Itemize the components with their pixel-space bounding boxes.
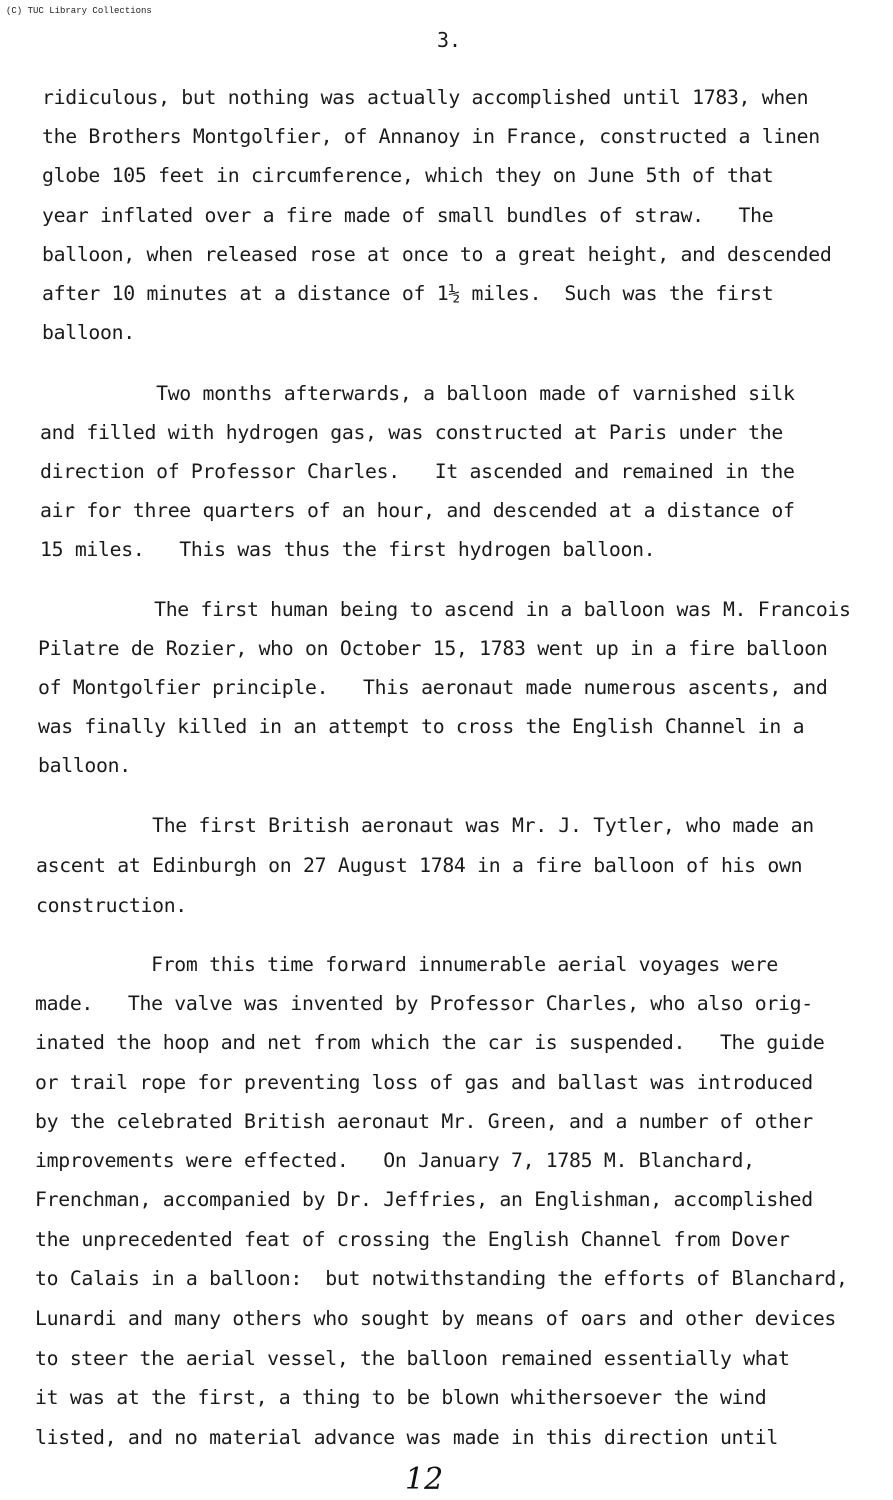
text-line: was finally killed in an attempt to cross the English Channel in a [38, 715, 805, 738]
text-line: it was at the first, a thing to be blown whithersoever the wind [35, 1386, 767, 1409]
text-line: construction. [36, 894, 187, 917]
text-line: Frenchman, accompanied by Dr. Jeffries, an Englishman, accomplished [35, 1188, 813, 1211]
text-line: improvements were effected. On January 7, 1785 M. Blanchard, [35, 1149, 755, 1172]
text-line: made. The valve was invented by Professor Charles, who also orig- [35, 992, 813, 1015]
text-line: by the celebrated British aeronaut Mr. Green, and a number of other [35, 1110, 813, 1133]
text-line: direction of Professor Charles. It ascended and remained in the [40, 460, 795, 483]
text-line: to steer the aerial vessel, the balloon remained essentially what [35, 1347, 790, 1370]
text-line: the unprecedented feat of crossing the English Channel from Dover [35, 1228, 790, 1251]
text-line: to Calais in a balloon: but notwithstanding the efforts of Blanchard, [35, 1267, 848, 1290]
text-line: of Montgolfier principle. This aeronaut made numerous ascents, and [38, 676, 828, 699]
copyright-notice: (C) TUC Library Collections [6, 6, 152, 16]
handwritten-page-number: 12 [405, 1462, 444, 1497]
text-line: year inflated over a fire made of small bundles of straw. The [42, 204, 774, 227]
text-line: Lunardi and many others who sought by means of oars and other devices [35, 1307, 837, 1330]
text-line: air for three quarters of an hour, and descended at a distance of [40, 499, 795, 522]
text-line: ridiculous, but nothing was actually accomplished until 1783, when [42, 86, 809, 109]
text-line: Two months afterwards, a balloon made of varnished silk [40, 382, 795, 405]
text-line: balloon, when released rose at once to a great height, and descended [42, 243, 832, 266]
text-line: listed, and no material advance was made in this direction until [35, 1426, 778, 1449]
text-line: and filled with hydrogen gas, was constructed at Paris under the [40, 421, 783, 444]
text-line: or trail rope for preventing loss of gas and ballast was introduced [35, 1071, 813, 1094]
text-line: From this time forward innumerable aerial voyages were [35, 953, 778, 976]
text-line: The first human being to ascend in a balloon was M. Francois [38, 598, 851, 621]
text-line: the Brothers Montgolfier, of Annanoy in France, constructed a linen [42, 125, 820, 148]
page-number: 3. [437, 28, 462, 52]
text-line: inated the hoop and net from which the car is suspended. The guide [35, 1031, 825, 1054]
text-line: globe 105 feet in circumference, which they on June 5th of that [42, 164, 774, 187]
text-line: Pilatre de Rozier, who on October 15, 1783 went up in a fire balloon [38, 637, 828, 660]
text-line: ascent at Edinburgh on 27 August 1784 in a fire balloon of his own [36, 854, 803, 877]
text-line: The first British aeronaut was Mr. J. Tytler, who made an [36, 814, 814, 837]
text-line: 15 miles. This was thus the first hydrogen balloon. [40, 538, 656, 561]
text-line: after 10 minutes at a distance of 1½ miles. Such was the first [42, 282, 774, 305]
text-line: balloon. [42, 321, 135, 344]
text-line: balloon. [38, 754, 131, 777]
